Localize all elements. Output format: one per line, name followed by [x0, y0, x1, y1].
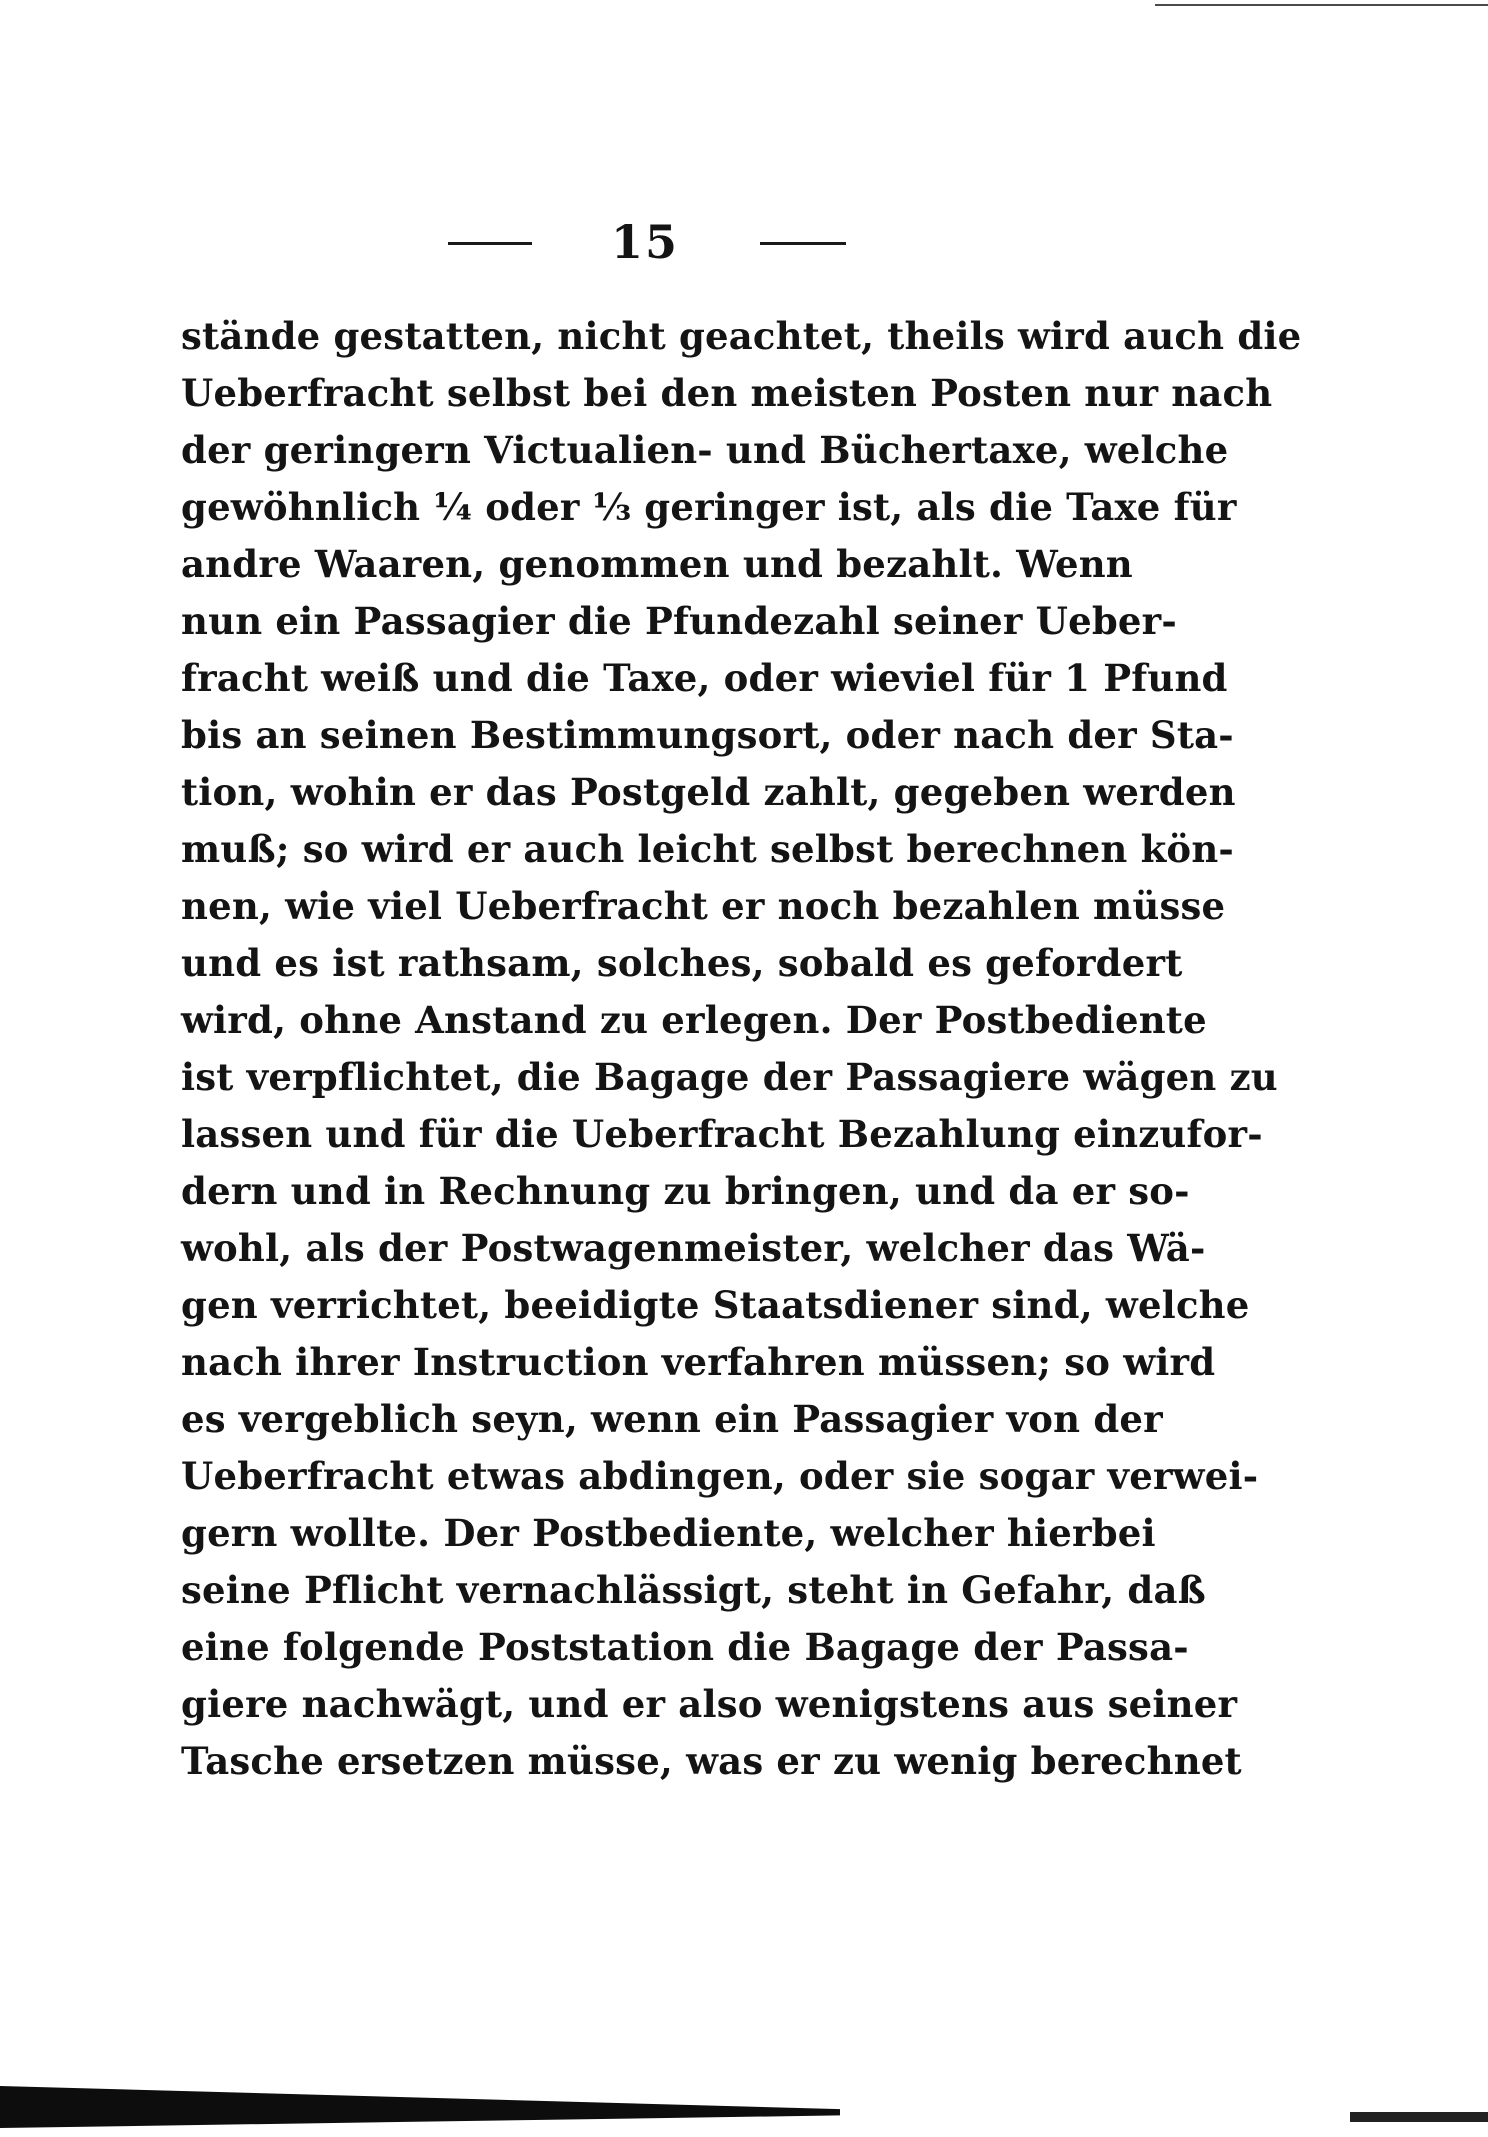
- text-line: Ueberfracht selbst bei den meisten Posten nur nach: [181, 371, 1273, 415]
- bottom-scan-edge-right: [1350, 2112, 1488, 2122]
- bottom-scan-edge: [0, 2086, 840, 2128]
- text-line: Ueberfracht etwas abdingen, oder sie sogar verwei-: [181, 1454, 1259, 1498]
- text-line: gewöhnlich ¼ oder ⅓ geringer ist, als die Taxe für: [181, 485, 1237, 529]
- page-number: 15: [610, 215, 679, 269]
- text-line: seine Pflicht vernachlässigt, steht in Gefahr, daß: [181, 1568, 1206, 1612]
- text-line: nun ein Passagier die Pfundezahl seiner Ueber-: [181, 599, 1177, 643]
- text-line: dern und in Rechnung zu bringen, und da er so-: [181, 1169, 1190, 1213]
- text-line: fracht weiß und die Taxe, oder wieviel für 1 Pfund: [181, 656, 1228, 700]
- running-head: [0, 212, 1488, 272]
- text-line: es vergeblich seyn, wenn ein Passagier von der: [181, 1397, 1163, 1441]
- text-line: muß; so wird er auch leicht selbst berechnen kön-: [181, 827, 1234, 871]
- text-line: giere nachwägt, und er also wenigstens aus seiner: [181, 1682, 1238, 1726]
- text-line: gern wollte. Der Postbediente, welcher hierbei: [181, 1511, 1156, 1555]
- text-line: der geringern Victualien- und Büchertaxe, welche: [181, 428, 1229, 472]
- text-line: eine folgende Poststation die Bagage der Passa-: [181, 1625, 1189, 1669]
- text-line: Tasche ersetzen müsse, was er zu wenig berechnet: [181, 1739, 1242, 1783]
- text-line: stände gestatten, nicht geachtet, theils wird auch die: [181, 314, 1302, 358]
- text-line: lassen und für die Ueberfracht Bezahlung einzufor-: [181, 1112, 1263, 1156]
- right-dash: [760, 242, 846, 245]
- top-edge-rule: [1155, 4, 1488, 6]
- text-line: wohl, als der Postwagenmeister, welcher das Wä-: [181, 1226, 1206, 1270]
- text-line: andre Waaren, genommen und bezahlt. Wenn: [181, 542, 1133, 586]
- body-text: [181, 308, 1302, 1790]
- text-line: ist verpflichtet, die Bagage der Passagiere wägen zu: [181, 1055, 1278, 1099]
- text-line: nen, wie viel Ueberfracht er noch bezahlen müsse: [181, 884, 1226, 928]
- text-line: nach ihrer Instruction verfahren müssen; so wird: [181, 1340, 1216, 1384]
- text-line: gen verrichtet, beeidigte Staatsdiener sind, welche: [181, 1283, 1250, 1327]
- left-dash: [448, 242, 532, 245]
- text-line: und es ist rathsam, solches, sobald es gefordert: [181, 941, 1183, 985]
- text-line: wird, ohne Anstand zu erlegen. Der Postbediente: [181, 998, 1207, 1042]
- text-line: bis an seinen Bestimmungsort, oder nach der Sta-: [181, 713, 1234, 757]
- text-line: tion, wohin er das Postgeld zahlt, gegeben werden: [181, 770, 1236, 814]
